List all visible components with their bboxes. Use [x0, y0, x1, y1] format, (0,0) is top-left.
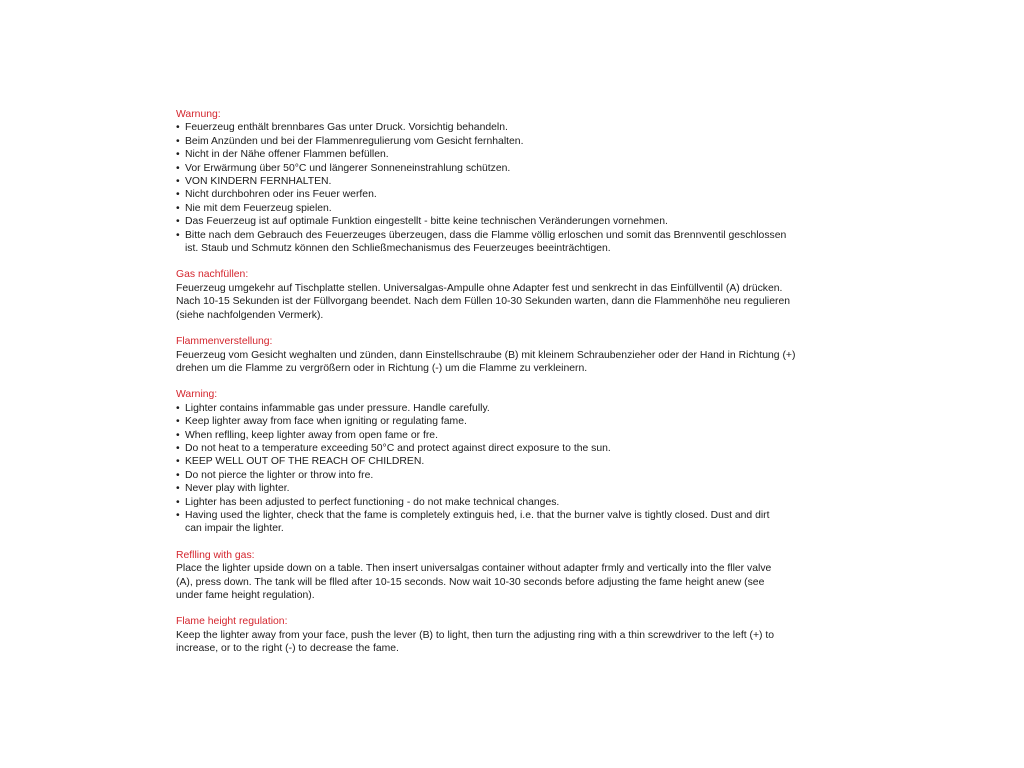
section-refilling-with-gas — [176, 549, 884, 603]
bullet-item: • KEEP WELL OUT OF THE REACH OF CHILDREN. — [176, 455, 884, 468]
section-warnung — [176, 108, 884, 255]
section-heading: Warnung: — [176, 109, 221, 120]
paragraph: Keep the lighter away from your face, push the lever (B) to light, then turn the adjusting ring with a thin screwdriver to the left (+) to increase, or to the right (-) to decrease the fame. — [176, 629, 775, 655]
section-heading: Flame height regulation: — [176, 616, 288, 628]
bullet-item: • Bitte nach dem Gebrauch des Feuerzeuges überzeugen, dass die Flamme völlig erloschen und somit das Brennventil geschlossen ist. Staub und Schmutz können den Schließmechanismus des Feuerzeuges beeinträchtigen. — [176, 229, 884, 256]
section-flame-height-regulation — [176, 615, 884, 655]
bullet-item: • Do not heat to a temperature exceeding 50°C and protect against direct exposure to the sun. — [176, 442, 884, 455]
bullet-item: • Feuerzeug enthält brennbares Gas unter Druck. Vorsichtig behandeln. — [176, 121, 884, 134]
bullet-item: • Vor Erwärmung über 50°C und längerer Sonneneinstrahlung schützen. — [176, 162, 884, 175]
bullet-item: • Do not pierce the lighter or throw into fre. — [176, 469, 884, 482]
bullet-item: • VON KINDERN FERNHALTEN. — [176, 175, 884, 188]
bullet-item: • Having used the lighter, check that the fame is completely extinguis hed, i.e. that the burner valve is tightly closed. Dust and dirt can impair the lighter. — [176, 509, 884, 536]
section-gas-nachfuellen — [176, 268, 884, 322]
paragraph: Place the lighter upside down on a table. Then insert universalgas container without adapter frmly and vertically into the fller valve (A), press down. The tank will be flled after 10-15 seconds. Now wait 10-30 seconds before adjusting the fame height anew (see under fame height regulation). — [176, 563, 772, 601]
bullet-item: • Keep lighter away from face when igniting or regulating fame. — [176, 415, 884, 428]
section-heading: Reflling with gas: — [176, 549, 255, 561]
paragraph: Feuerzeug vom Gesicht weghalten und zünden, dann Einstellschraube (B) mit kleinem Schraubenzieher oder der Hand in Richtung (+) drehen um die Flamme zu vergrößern oder in Richtung (-) um die Flamme zu verkleinern. — [176, 349, 796, 374]
bullet-item: • Nicht in der Nähe offener Flammen befüllen. — [176, 148, 884, 161]
bullet-item: • Lighter has been adjusted to perfect functioning - do not make technical changes. — [176, 496, 884, 509]
section-flammenverstellung — [176, 335, 884, 375]
section-heading: Flammenverstellung: — [176, 336, 273, 348]
bullet-item: • Lighter contains infammable gas under pressure. Handle carefully. — [176, 402, 884, 415]
bullet-item: • Beim Anzünden und bei der Flammenregulierung vom Gesicht fernhalten. — [176, 135, 884, 148]
section-warning — [176, 388, 884, 535]
bullet-list — [176, 121, 884, 255]
paragraph: Feuerzeug umgekehr auf Tischplatte stellen. Universalgas-Ampulle ohne Adapter fest und senkrecht in das Einfüllventil (A) drücken. Nach 10-15 Sekunden ist der Füllvorgang beendet. Nach dem Füllen 10-30 Sekunden warten, dann die Flammenhöhe neu regulieren (siehe nachfolgenden Vermerk). — [176, 282, 791, 321]
bullet-item: • Nicht durchbohren oder ins Feuer werfen. — [176, 188, 884, 201]
section-heading: Gas nachfüllen: — [176, 269, 249, 281]
bullet-item: • Nie mit dem Feuerzeug spielen. — [176, 202, 884, 215]
bullet-item: • When reflling, keep lighter away from open fame or fre. — [176, 429, 884, 442]
bullet-item: • Never play with lighter. — [176, 482, 884, 495]
bullet-item: • Das Feuerzeug ist auf optimale Funktion eingestellt - bitte keine technischen Veränderungen vornehmen. — [176, 215, 884, 228]
section-heading: Warning: — [176, 389, 218, 401]
bullet-list — [176, 402, 884, 536]
